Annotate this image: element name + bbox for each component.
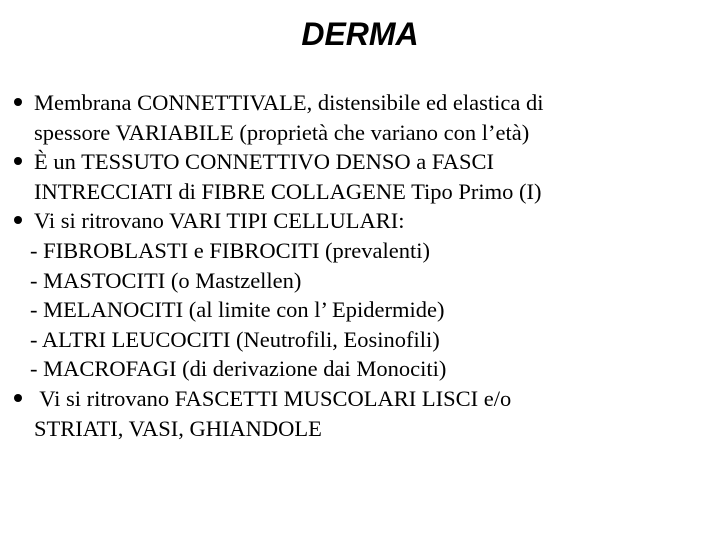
bullet-item (14, 384, 704, 443)
bullet-text: STRIATI, VASI, GHIANDOLE (34, 415, 322, 441)
bullet-dot-icon (14, 216, 22, 224)
sub-item: - MACROFAGI (di derivazione dai Monociti) (30, 356, 447, 382)
bullet-text: Vi si ritrovano FASCETTI MUSCOLARI LISCI e/o (34, 385, 512, 411)
bullet-text: Membrana CONNETTIVALE, distensibile ed elastica di (34, 90, 544, 115)
bullet-item (14, 88, 704, 147)
bullet-list (14, 88, 704, 443)
bullet-text: Vi si ritrovano VARI TIPI CELLULARI: (34, 208, 405, 234)
sub-item: - MELANOCITI (al limite con l’ Epidermide) (30, 297, 445, 323)
slide-title (0, 14, 720, 54)
bullet-dot-icon (14, 98, 22, 106)
bullet-text: spessore VARIABILE (proprietà che variano con l’età) (34, 119, 530, 145)
bullet-text: È un TESSUTO CONNETTIVO DENSO a FASCI (34, 149, 495, 175)
sub-item: - FIBROBLASTI e FIBROCITI (prevalenti) (30, 237, 430, 263)
sub-item: - MASTOCITI (o Mastzellen) (30, 267, 302, 293)
sub-item: - ALTRI LEUCOCITI (Neutrofili, Eosinofili) (30, 326, 440, 352)
slide-title-text: DERMA (301, 16, 419, 52)
bullet-text: INTRECCIATI di FIBRE COLLAGENE Tipo Primo (I) (34, 178, 542, 204)
bullet-item (14, 147, 704, 206)
bullet-item (14, 206, 704, 236)
bullet-dot-icon (14, 157, 22, 165)
bullet-dot-icon (14, 394, 22, 402)
